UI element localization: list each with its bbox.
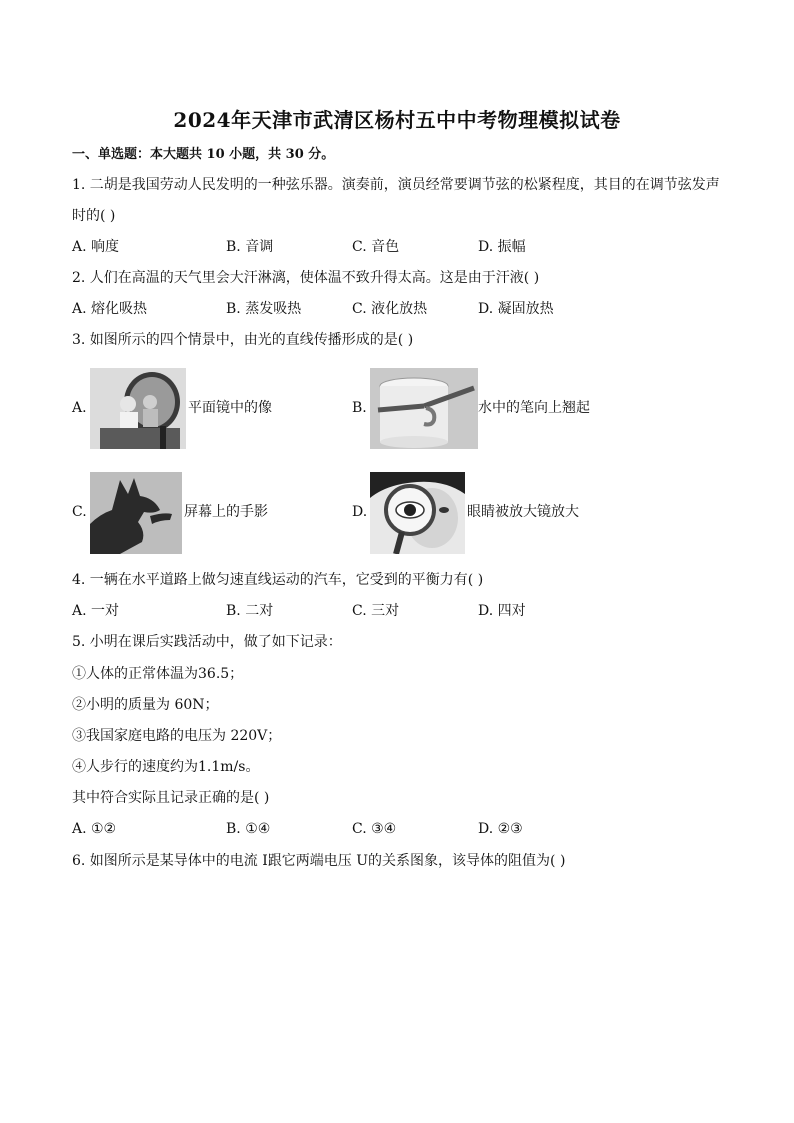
q5-record-4: ④人步行的速度约为1.1m/s。 <box>72 759 260 775</box>
question-1-line1: 1. 二胡是我国劳动人民发明的一种弦乐器。演奏前，演员经常要调节弦的松紧程度，其目的在调节弦发声 <box>72 177 720 193</box>
q3-option-a-caption: 平面镜中的像 <box>188 400 272 416</box>
section-heading: 一、单选题：本大题共 10 小题，共 30 分。 <box>72 147 335 162</box>
q3-option-b-caption: 水中的笔向上翘起 <box>478 400 590 416</box>
question-6-stem: 6. 如图所示是某导体中的电流 I跟它两端电压 U的关系图象，该导体的阻值为( ) <box>72 853 566 869</box>
q5-question: 其中符合实际且记录正确的是( ) <box>72 790 270 806</box>
question-5-stem: 5. 小明在课后实践活动中，做了如下记录： <box>72 634 342 650</box>
q3-option-d-caption: 眼睛被放大镜放大 <box>467 504 579 520</box>
question-3-stem: 3. 如图所示的四个情景中，由光的直线传播形成的是( ) <box>72 332 414 348</box>
q2-option-b[interactable]: B. 蒸发吸热 <box>226 301 302 317</box>
q4-option-a[interactable]: A. 一对 <box>72 603 120 619</box>
q5-record-1: ①人体的正常体温为36.5； <box>72 666 244 682</box>
q1-option-b[interactable]: B. 音调 <box>226 239 274 255</box>
q2-option-d[interactable]: D. 凝固放热 <box>478 301 554 317</box>
mirror-photo-icon <box>90 368 186 449</box>
q3-option-b-letter[interactable]: B. <box>352 400 367 416</box>
question-1-line2: 时的( ) <box>72 208 116 224</box>
q5-option-c[interactable]: C. ③④ <box>352 821 397 837</box>
q5-option-b[interactable]: B. ①④ <box>226 821 271 837</box>
q1-option-d[interactable]: D. 振幅 <box>478 239 526 255</box>
q4-option-d[interactable]: D. 四对 <box>478 603 526 619</box>
question-2-stem: 2. 人们在高温的天气里会大汗淋漓，使体温不致升得太高。这是由于汗液( ) <box>72 270 540 286</box>
q5-option-d[interactable]: D. ②③ <box>478 821 523 837</box>
q2-option-a[interactable]: A. 熔化吸热 <box>72 301 148 317</box>
hand-shadow-photo-icon <box>90 472 182 554</box>
q3-option-d-letter[interactable]: D. <box>352 504 368 520</box>
q3-option-a-letter[interactable]: A. <box>72 400 87 416</box>
q3-option-c-letter[interactable]: C. <box>72 504 87 520</box>
q1-option-c[interactable]: C. 音色 <box>352 239 400 255</box>
q4-option-c[interactable]: C. 三对 <box>352 603 400 619</box>
page-title: 2024年天津市武清区杨村五中中考物理模拟试卷 <box>173 108 621 132</box>
q4-option-b[interactable]: B. 二对 <box>226 603 274 619</box>
question-4-stem: 4. 一辆在水平道路上做匀速直线运动的汽车，它受到的平衡力有( ) <box>72 572 484 588</box>
pencil-in-water-photo-icon <box>370 368 478 449</box>
q3-option-c-caption: 屏幕上的手影 <box>184 504 268 520</box>
q5-record-3: ③我国家庭电路的电压为 220V； <box>72 728 282 744</box>
q1-option-a[interactable]: A. 响度 <box>72 239 120 255</box>
q5-record-2: ②小明的质量为 60N； <box>72 697 219 713</box>
q5-option-a[interactable]: A. ①② <box>72 821 117 837</box>
q2-option-c[interactable]: C. 液化放热 <box>352 301 428 317</box>
magnifier-eye-photo-icon <box>370 472 465 554</box>
